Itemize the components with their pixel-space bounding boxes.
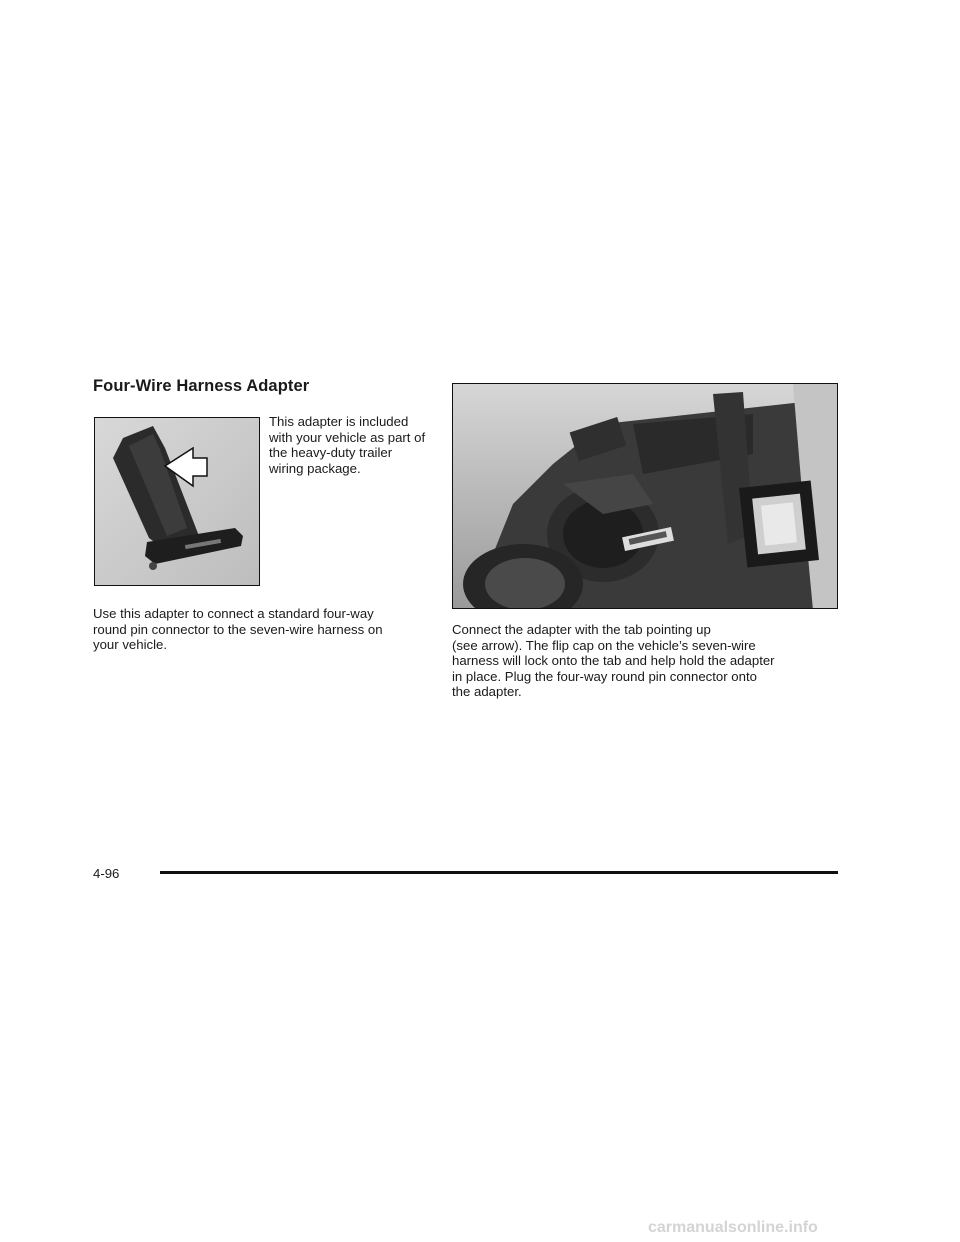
left-paragraph: Use this adapter to connect a standard four-way round pin connector to the seven-wire harness on your vehicle. <box>93 606 383 653</box>
adapter-photo <box>94 417 260 586</box>
watermark-text: carmanualsonline.info <box>648 1219 818 1236</box>
trailer-hitch-photo <box>452 383 838 609</box>
section-title: Four-Wire Harness Adapter <box>93 377 310 395</box>
page-number: 4-96 <box>93 866 120 881</box>
intro-text: This adapter is included with your vehicle as part of the heavy-duty trailer wiring package. <box>269 414 426 476</box>
footer-rule <box>160 871 838 874</box>
right-paragraph: Connect the adapter with the tab pointing up (see arrow). The flip cap on the vehicle’s seven-wire harness will lock onto the tab and help hold the adapter in place. Plug the four-way round pin connector onto the adapter. <box>452 622 775 700</box>
